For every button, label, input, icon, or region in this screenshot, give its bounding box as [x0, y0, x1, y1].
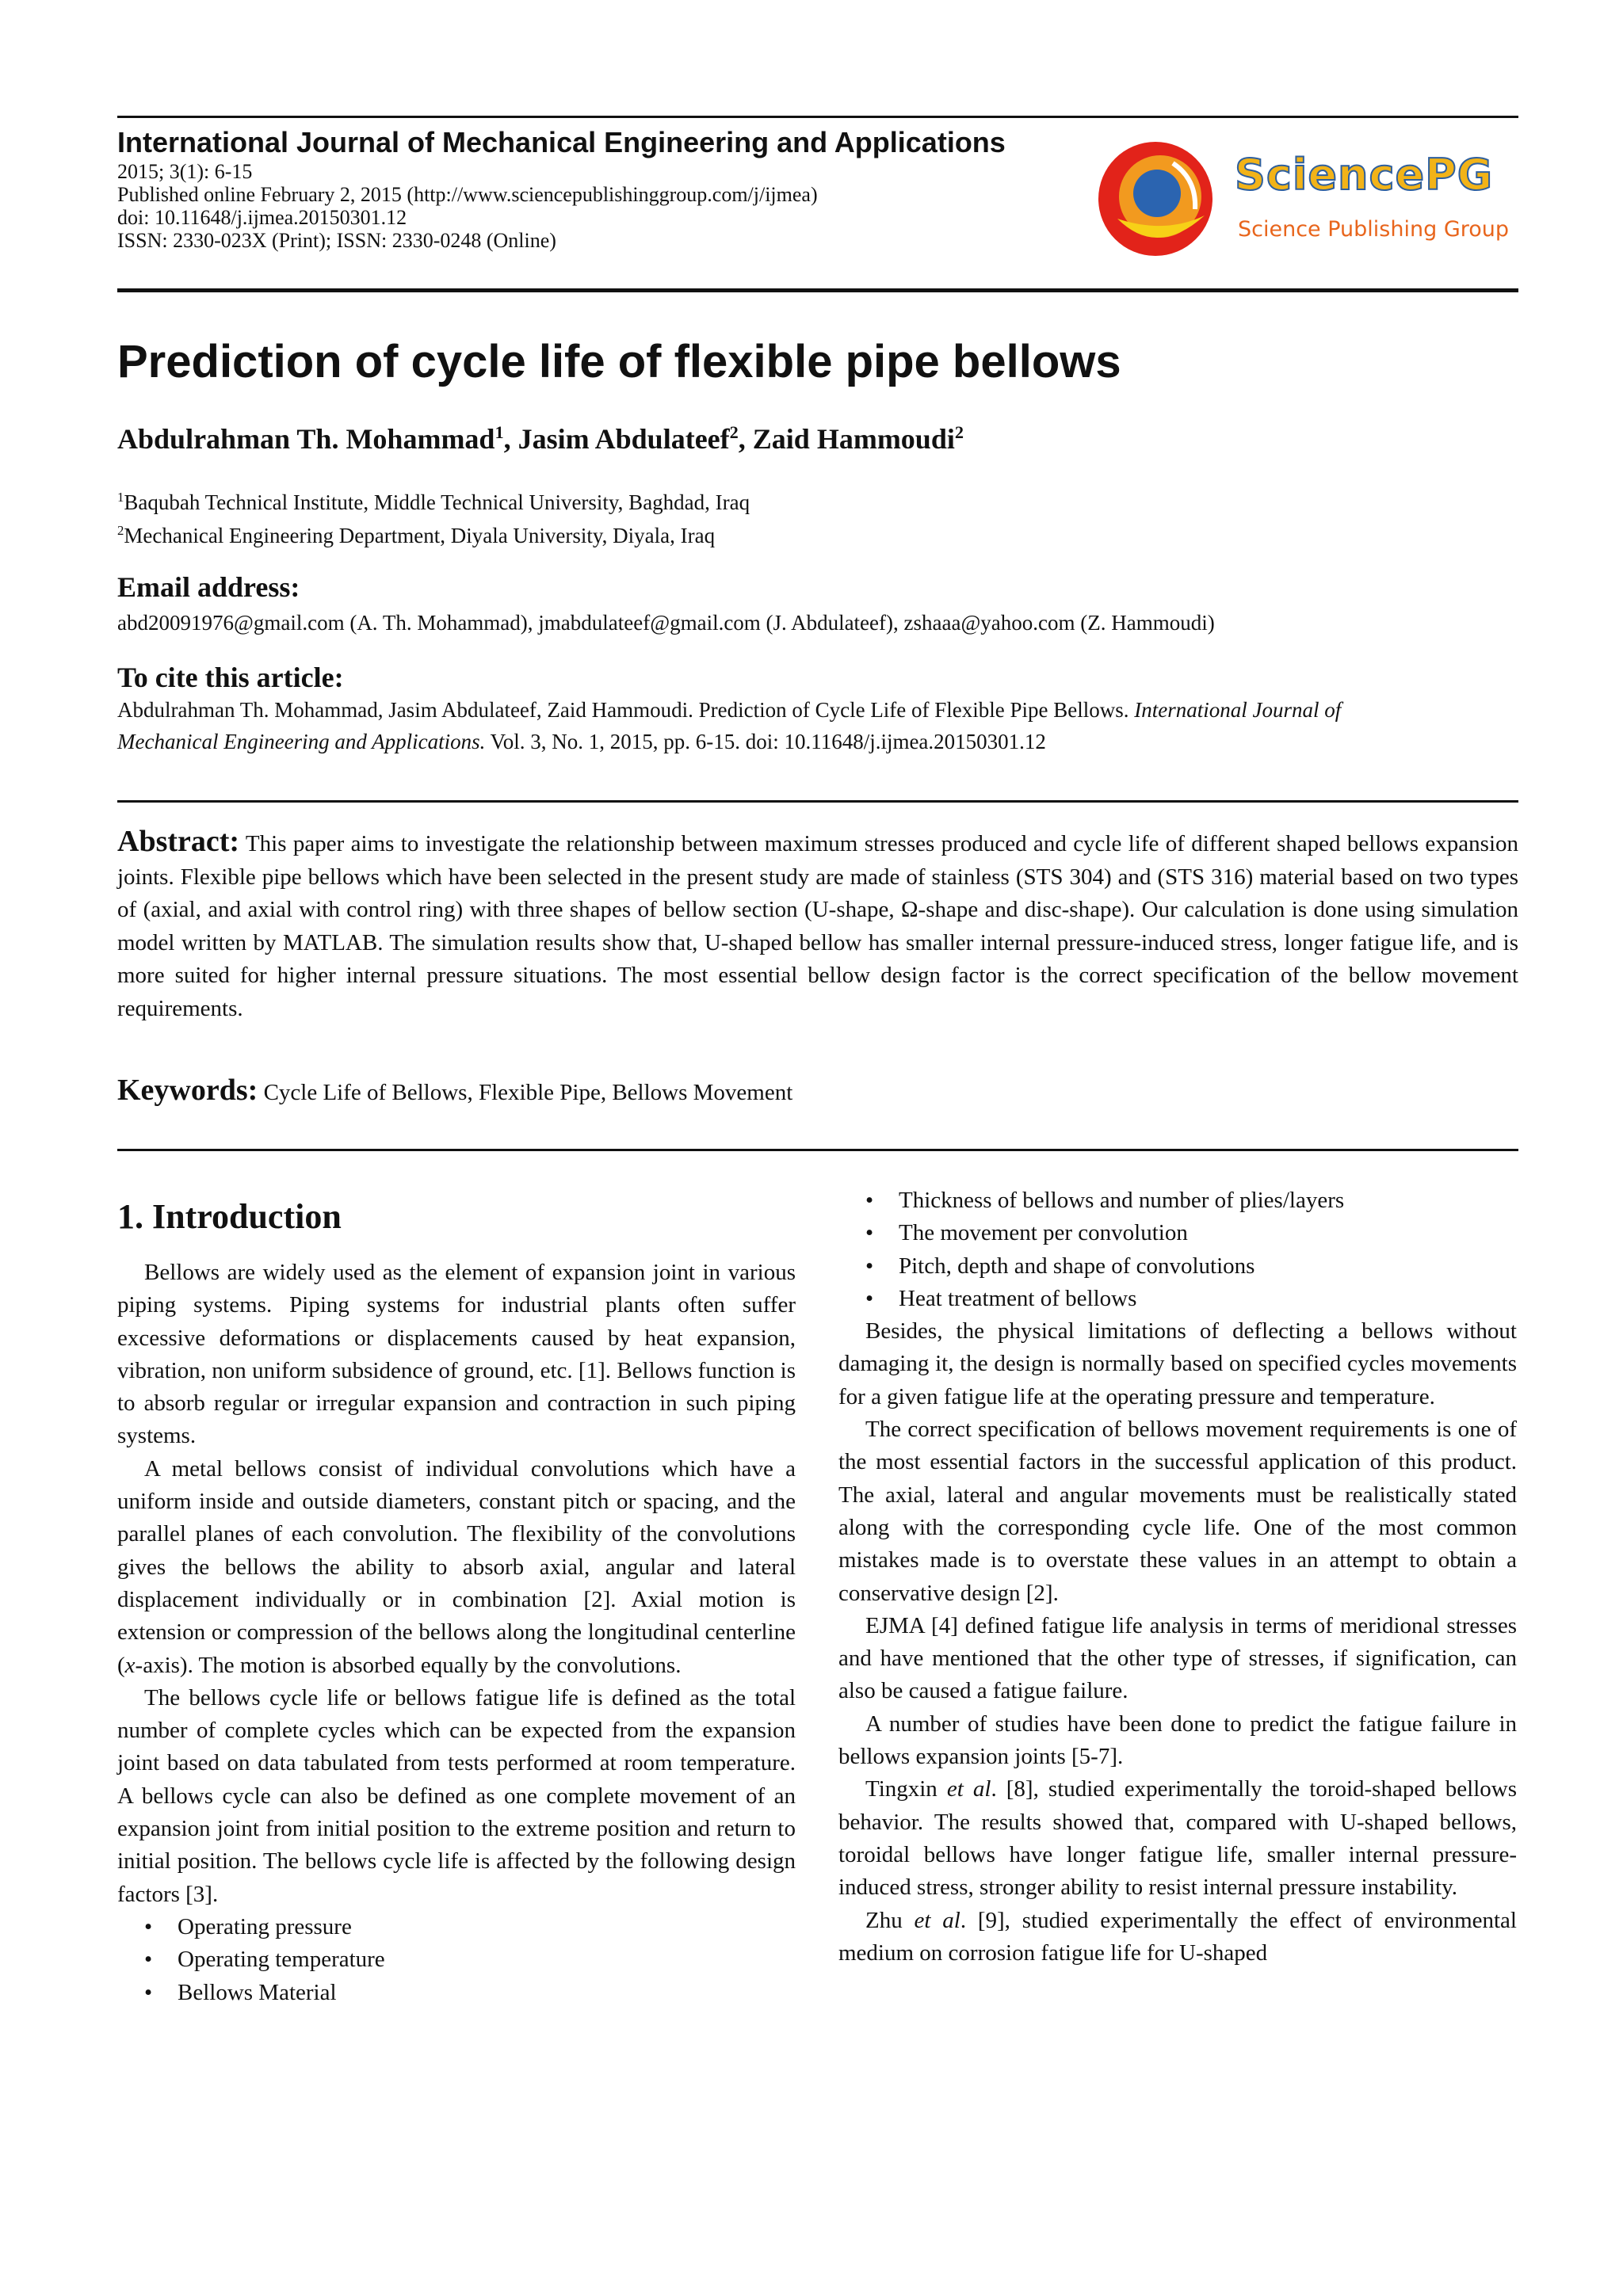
list-item: [838, 1217, 1517, 1249]
paragraph: A number of studies have been done to predict the fatigue failure in bellows expansion joints [5-7].: [838, 1711, 1517, 1770]
paragraph: The correct specification of bellows movement requirements is one of the most essential factors in the successful application of this product. The axial, lateral and angular movements must be realistically stated along with the corresponding cycle life. One of the most common mistakes made is to overstate these values in an attempt to obtain a conservative design [2].: [838, 1417, 1517, 1606]
journal-header: [117, 125, 1068, 252]
bullet-glyph: •: [865, 1285, 874, 1311]
citation-journal: International Journal of: [1134, 698, 1342, 722]
journal-title: International Journal of Mechanical Engineering and Applications: [117, 126, 1006, 158]
bullet-glyph: •: [144, 1947, 153, 1973]
right-column: [838, 1184, 1517, 1970]
author-separator: ,: [738, 423, 753, 455]
list-item: [838, 1250, 1517, 1283]
paragraph: [838, 1905, 1517, 1970]
design-factor-list: [117, 1911, 796, 2009]
bullet-glyph: •: [865, 1188, 874, 1213]
journal-published: Published online February 2, 2015 (http://www.sciencepublishinggroup.com/j/ijmea): [117, 183, 818, 206]
top-rule: [117, 116, 1518, 118]
paragraph: [117, 1453, 796, 1682]
author-name: Abdulrahman Th. Mohammad: [117, 423, 495, 455]
paragraph: Bellows are widely used as the element of expansion joint in various piping systems. Piping systems for industrial plants often suffer excessive deformations or displacements caused by heat expansion, vibration, non uniform subsidence of ground, etc. [1]. Bellows function is to absorb regular or irregular expansion and contraction in such piping systems.: [117, 1260, 796, 1449]
citation-line-1: [117, 694, 1518, 726]
abstract-bottom-rule: [117, 1149, 1518, 1151]
design-factor-list-continued: [838, 1184, 1517, 1315]
paragraph-text: A metal bellows consist of individual convolutions which have a uniform inside and outside diameters, constant pitch or spacing, and the parallel planes of each convolution. The flexibility of the convolutions gives the bellows the ability to absorb axial, angular and lateral displacement individually or in combination [2]. Axial motion is extension or compression of the bellows along the longitudinal centerline (: [117, 1455, 796, 1678]
affiliation-sup: 1: [117, 490, 124, 505]
paragraph: Besides, the physical limitations of deflecting a bellows without damaging it, the design is normally based on specified cycles movements for a given fatigue life at the operating pressure and temperature.: [838, 1318, 1517, 1409]
list-item-text: Operating temperature: [178, 1947, 385, 1973]
citation-journal: Mechanical Engineering and Applications.: [117, 730, 486, 753]
affiliation-sup: 2: [117, 523, 124, 538]
paragraph-text: . [8], studied experimentally the toroid-shaped bellows behavior. The results showed that, compared with U-shaped bellows, toroidal bellows have longer fatigue life, smaller internal pressure-induced stress, stronger ability to resist internal pressure instability.: [838, 1776, 1517, 1901]
logo-subtitle: Science Publishing Group: [1238, 217, 1510, 242]
author-list: [117, 421, 964, 456]
bullet-glyph: •: [144, 1913, 153, 1939]
email-addresses: abd20091976@gmail.com (A. Th. Mohammad), jmabdulateef@gmail.com (J. Abdulateef), zshaaa@yahoo.com (Z. Hammoudi): [117, 611, 1215, 635]
left-column: [117, 1195, 796, 2009]
list-item: [838, 1283, 1517, 1315]
journal-volume: 2015; 3(1): 6-15: [117, 160, 253, 183]
bullet-glyph: •: [865, 1220, 874, 1246]
paragraph: EJMA [4] defined fatigue life analysis in terms of meridional stresses and have mentioned that the other type of stresses, if signification, can also be caused a fatigue failure.: [838, 1612, 1517, 1704]
affiliation-text: Mechanical Engineering Department, Diyala University, Diyala, Iraq: [124, 524, 716, 547]
list-item: [117, 1977, 796, 2009]
keywords-text: Cycle Life of Bellows, Flexible Pipe, Bellows Movement: [263, 1080, 793, 1105]
author-separator: ,: [503, 423, 518, 455]
sciencepg-logo: [1094, 139, 1522, 258]
paragraph-text: . [9], studied experimentally the effect of environmental medium on corrosion fatigue life for U-shaped: [838, 1907, 1517, 1966]
article-title: Prediction of cycle life of flexible pipe bellows: [117, 336, 1121, 387]
cite-heading: To cite this article:: [117, 662, 344, 693]
paragraph-text: -axis). The motion is absorbed equally by the convolutions.: [135, 1652, 682, 1678]
abstract-label: Abstract:: [117, 825, 240, 858]
affiliation-2: [117, 523, 715, 548]
email-heading: Email address:: [117, 571, 300, 603]
paragraph: The bellows cycle life or bellows fatigue life is defined as the total number of complete cycles which can be expected from the expansion joint based on data tabulated from tests performed at room temperature. A bellows cycle can also be defined as one complete movement of an expansion joint from initial position to the extreme position and return to initial position. The bellows cycle life is affected by the following design factors [3].: [117, 1684, 796, 1907]
sciencepg-logo-icon: [1094, 139, 1220, 258]
list-item-text: Bellows Material: [178, 1979, 337, 2005]
header-rule: [117, 288, 1518, 292]
citation-line-2: [117, 726, 1518, 757]
author-name: Zaid Hammoudi: [752, 423, 955, 455]
paragraph: [838, 1773, 1517, 1904]
author-affil-sup: 2: [729, 422, 739, 442]
section-heading: 1. Introduction: [117, 1197, 342, 1236]
abstract-top-rule: [117, 800, 1518, 803]
citation-text: Vol. 3, No. 1, 2015, pp. 6-15. doi: 10.11648/j.ijmea.20150301.12: [485, 730, 1046, 753]
list-item-text: Thickness of bellows and number of plies/layers: [899, 1188, 1345, 1213]
paragraph-italic: x: [124, 1652, 136, 1678]
list-item: [117, 1911, 796, 1943]
list-item-text: Operating pressure: [178, 1913, 352, 1939]
author-name: Jasim Abdulateef: [517, 423, 730, 455]
list-item-text: Heat treatment of bellows: [899, 1285, 1137, 1311]
paragraph-text: Tingxin: [865, 1776, 947, 1802]
keywords-label: Keywords:: [117, 1074, 258, 1107]
bullet-glyph: •: [144, 1979, 153, 2005]
paragraph-italic: et al: [914, 1907, 960, 1933]
list-item-text: Pitch, depth and shape of convolutions: [899, 1253, 1255, 1279]
journal-doi: doi: 10.11648/j.ijmea.20150301.12: [117, 206, 407, 229]
author-affil-sup: 1: [495, 422, 504, 442]
paper-page: [117, 0, 1518, 2296]
author-affil-sup: 2: [954, 422, 964, 442]
keywords: [117, 1073, 1518, 1110]
journal-issn: ISSN: 2330-023X (Print); ISSN: 2330-0248 (Online): [117, 229, 556, 252]
affiliation-text: Baqubah Technical Institute, Middle Technical University, Baghdad, Iraq: [124, 490, 750, 514]
paragraph-italic: et al: [946, 1776, 991, 1802]
list-item-text: The movement per convolution: [899, 1220, 1188, 1246]
citation-text: Abdulrahman Th. Mohammad, Jasim Abdulateef, Zaid Hammoudi. Prediction of Cycle Life of Flexible Pipe Bellows.: [117, 698, 1135, 722]
list-item: [838, 1184, 1517, 1217]
paragraph-text: Zhu: [865, 1907, 915, 1933]
abstract: [117, 826, 1518, 1025]
logo-brand-text: SciencePG: [1235, 150, 1494, 200]
affiliation-1: [117, 490, 750, 515]
list-item: [117, 1943, 796, 1976]
abstract-text: This paper aims to investigate the relationship between maximum stresses produced and cycle life of different shaped bellows expansion joints. Flexible pipe bellows which have been selected in the present study are made of stainless (STS 304) and (STS 316) material based on two types of (axial, and axial with control ring) with three shapes of bellow section (U-shape, Ω-shape and disc-shape). Our calculation is done using simulation model written by MATLAB. The simulation results show that, U-shaped bellow has smaller internal pressure-induced stress, longer fatigue life, and is more suited for higher internal pressure situations. The most essential bellow design factor is the correct specification of the bellow movement requirements.: [117, 831, 1519, 1021]
bullet-glyph: •: [865, 1253, 874, 1279]
